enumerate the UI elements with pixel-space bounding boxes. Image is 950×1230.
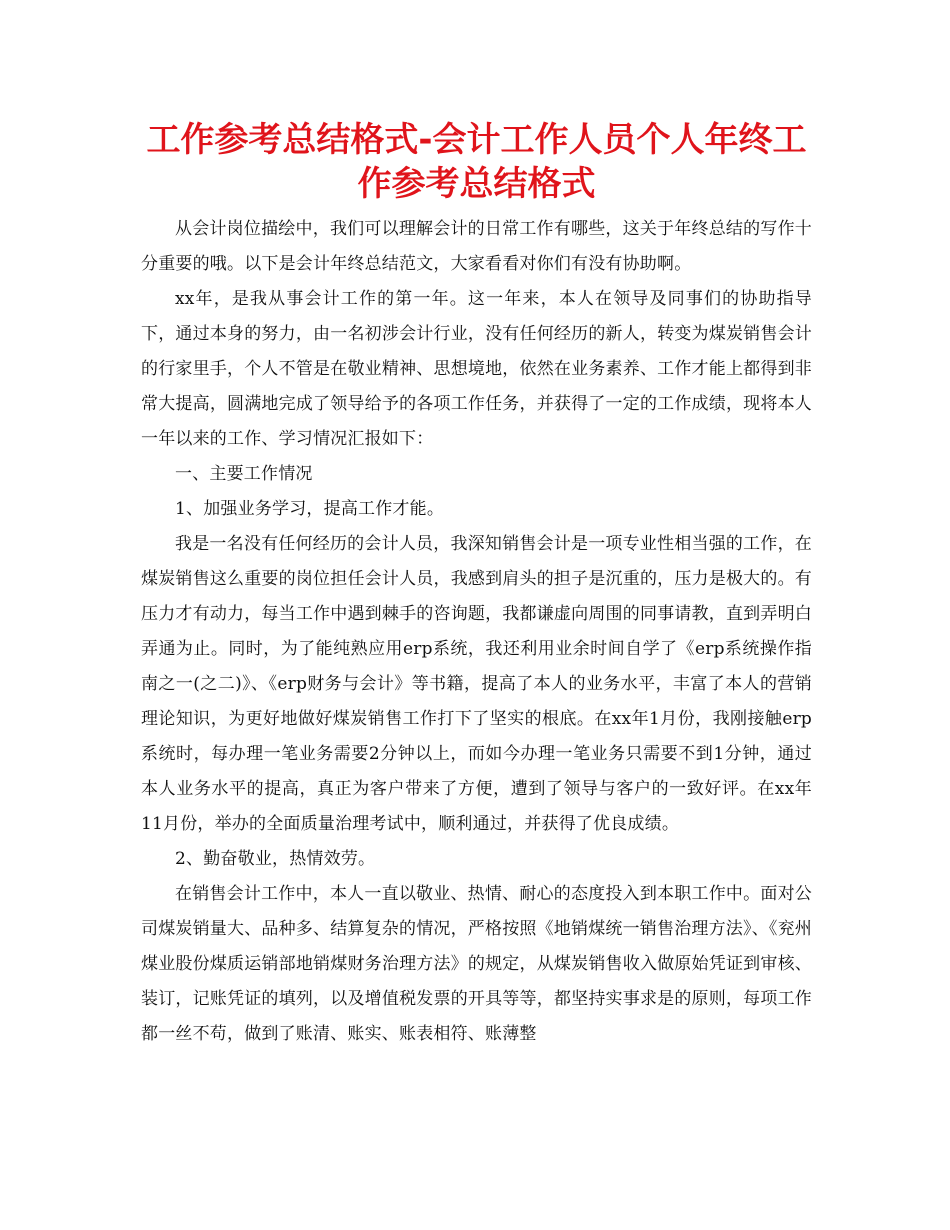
section-heading-main-work: 一、主要工作情况 <box>175 464 313 484</box>
paragraph-study: 我是一名没有任何经历的会计人员，我深知销售会计是一项专业性相当强的工作，在煤炭销售这么重要的岗位担任会计人员，我感到肩头的担子是沉重的，压力是极大的。有压力才有动力，每当工作中遇到棘手的咨询题，我都谦虚向周围的同事请教，直到弄明白弄通为止。同时，为了能纯熟应用erp系统，我还利用业余时间自学了《erp系统操作指南之一(之二)》、《erp财务与会计》等书籍，提高了本人的业务水平，丰富了本人的营销理论知识，为更好地做好煤炭销售工作打下了坚实的根底。在xx年1月份，我刚接触erp系统时，每办理一笔业务需要2分钟以上，而如今办理一笔业务只需要不到1分钟，通过本人业务水平的提高，真正为客户带来了方便，遭到了领导与客户的一致好评。在xx年11月份，举办的全面质量治理考试中，顺利通过，并获得了优良成绩。 <box>141 534 812 834</box>
subheading-service: 2、勤奋敬业，热情效劳。 <box>175 849 376 869</box>
paragraph-intro: 从会计岗位描绘中，我们可以理解会计的日常工作有哪些，这关于年终总结的写作十分重要的哦。以下是会计年终总结范文，大家看看对你们有没有协助啊。 <box>141 219 812 274</box>
document-title: 工作参考总结格式-会计工作人员个人年终工作参考总结格式 <box>146 120 807 204</box>
subheading-study: 1、加强业务学习，提高工作才能。 <box>175 499 445 519</box>
paragraph-service: 在销售会计工作中，本人一直以敬业、热情、耐心的态度投入到本职工作中。面对公司煤炭销量大、品种多、结算复杂的情况，严格按照《地销煤统一销售治理方法》、《兖州煤业股份煤质运销部地销煤财务治理方法》的规定，从煤炭销售收入做原始凭证到审核、装订，记账凭证的填列，以及增值税发票的开具等等，都坚持实事求是的原则，每项工作都一丝不苟，做到了账清、账实、账表相符、账薄整 <box>141 884 812 1044</box>
paragraph-overview: xx年，是我从事会计工作的第一年。这一年来，本人在领导及同事们的协助指导下，通过本身的努力，由一名初涉会计行业，没有任何经历的新人，转变为煤炭销售会计的行家里手，个人不管是在敬业精神、思想境地，依然在业务素养、工作才能上都得到非常大提高，圆满地完成了领导给予的各项工作任务，并获得了一定的工作成绩，现将本人一年以来的工作、学习情况汇报如下： <box>141 289 812 449</box>
